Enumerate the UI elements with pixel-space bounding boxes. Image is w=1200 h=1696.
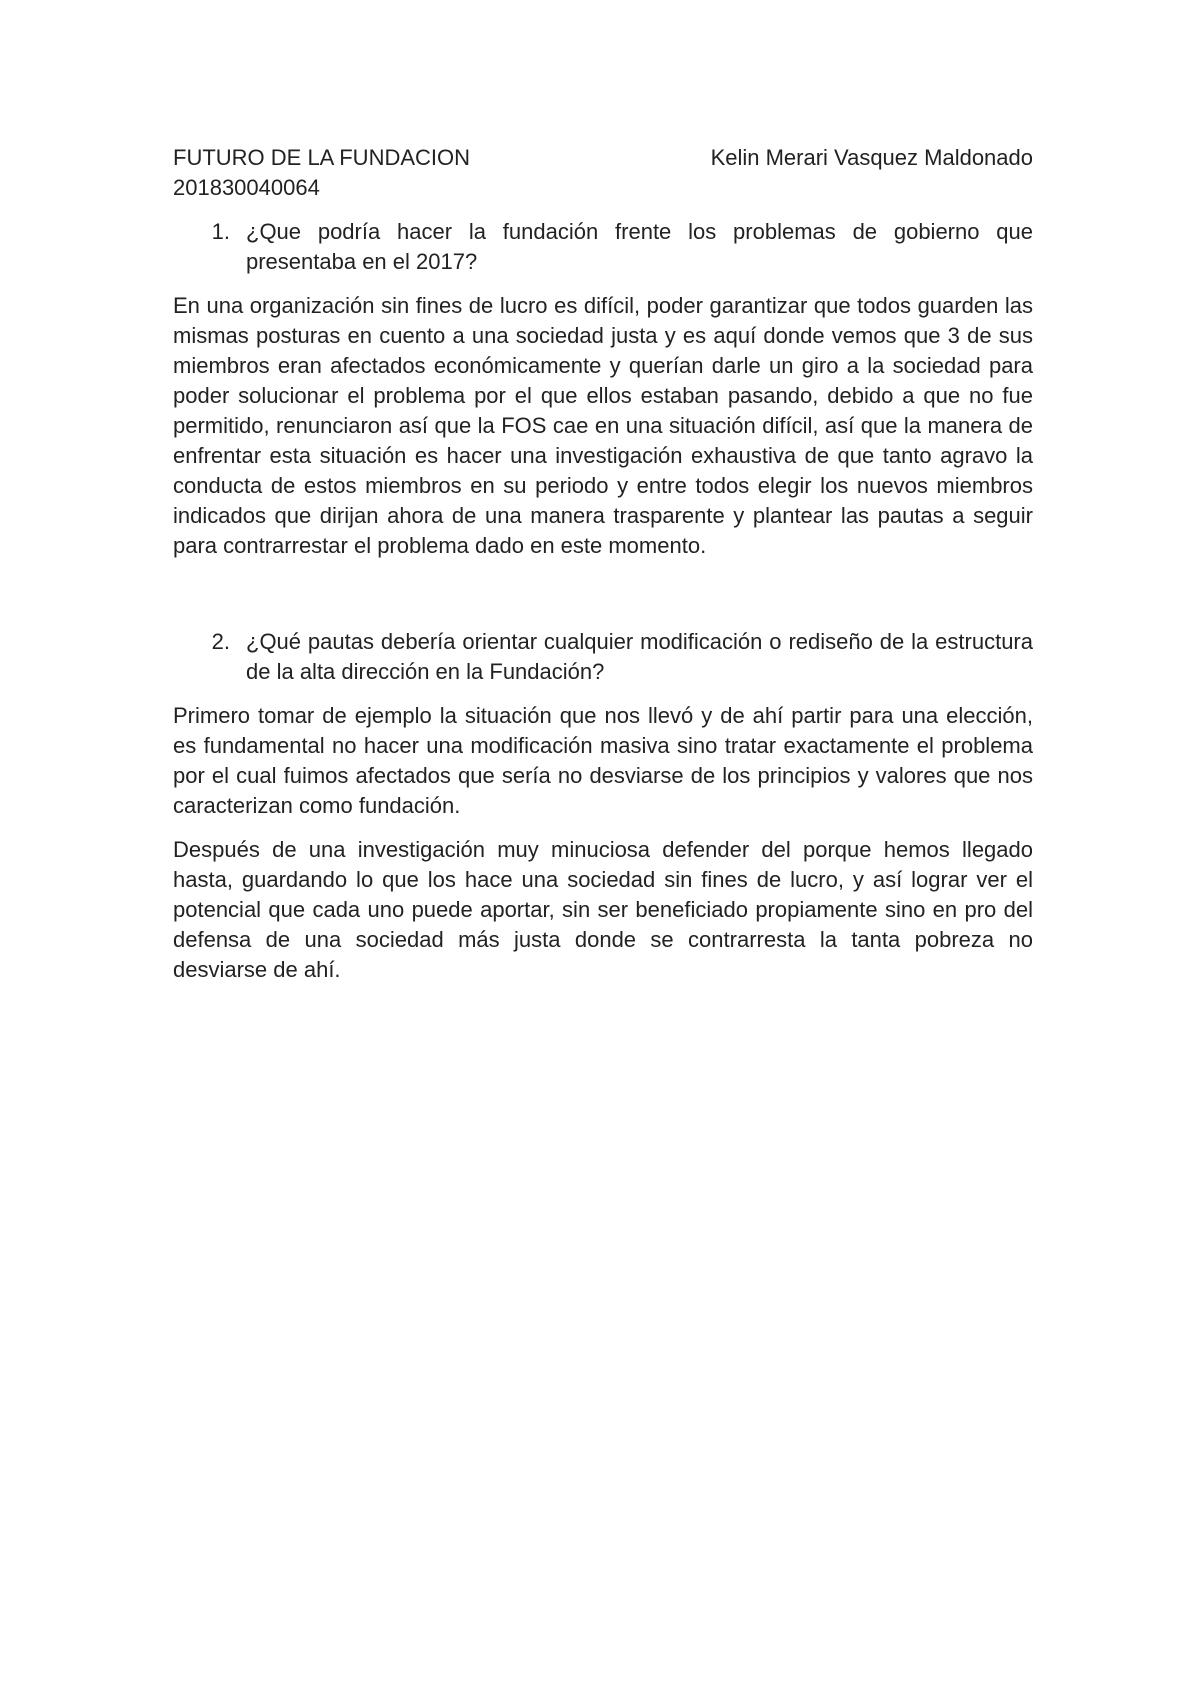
section-spacer [173,561,1033,613]
answer-paragraph: Después de una investigación muy minuciosa defender del porque hemos llegado hasta, guardando lo que los hace una sociedad sin fines de lucro, y así lograr ver el potencial que cada uno puede aportar, sin ser beneficiado propiamente sino en pro del defensa de una sociedad más justa donde se contrarresta la tanta pobreza no desviarse de ahí. [173,837,1033,982]
question-number: 1. [211,219,230,244]
answer-paragraph: Primero tomar de ejemplo la situación que nos llevó y de ahí partir para una elección, es fundamental no hacer una modificación masiva sino tratar exactamente el problema por el cual fuimos afectados que sería no desviarse de los principios y valores que nos caracterizan como fundación. [173,703,1033,818]
answer-paragraph: En una organización sin fines de lucro es difícil, poder garantizar que todos guarden las mismas posturas en cuento a una sociedad justa y es aquí donde vemos que 3 de sus miembros eran afectados económicamente y querían darle un giro a la sociedad para poder solucionar el problema por el que ellos estaban pasando, debido a que no fue permitido, renunciaron así que la FOS cae en una situación difícil, así que la manera de enfrentar esta situación es hacer una investigación exhaustiva de que tanto agravo la conducta de estos miembros en su periodo y entre todos elegir los nuevos miembros indicados que dirijan ahora de una manera trasparente y plantear las pautas a seguir para contrarrestar el problema dado en este momento. [173,293,1033,558]
student-id: 201830040064 [173,175,320,200]
header-row [173,143,1033,173]
document-title: FUTURO DE LA FUNDACION [173,145,471,170]
question-text: ¿Que podría hacer la fundación frente los problemas de gobierno que presentaba en el 2017? [246,219,1033,274]
question-number: 2. [211,629,230,654]
question-1 [173,217,1033,277]
author-name: Kelin Merari Vasquez Maldonado [710,145,1033,170]
document-body [173,143,1033,985]
question-2 [173,627,1033,687]
question-text: ¿Qué pautas debería orientar cualquier modificación o rediseño de la estructura de la alta dirección en la Fundación? [246,629,1033,684]
